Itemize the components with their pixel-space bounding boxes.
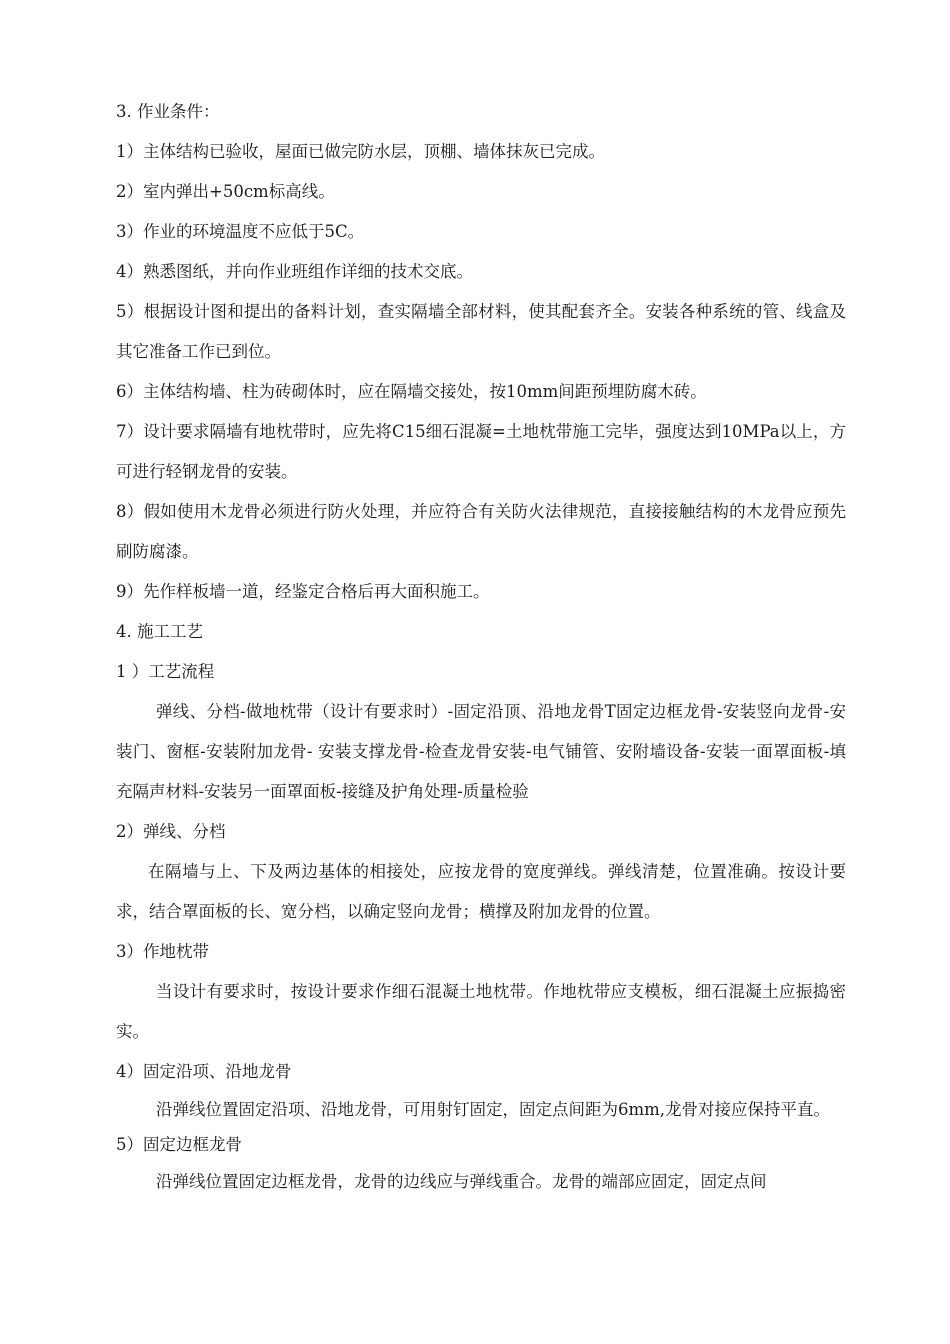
document-body (116, 92, 846, 1202)
paragraph: 5）根据设计图和提出的备料计划，查实隔墙全部材料，使其配套齐全。安装各种系统的管、线盒及其它准备工作已到位。 (116, 302, 846, 361)
paragraph: 在隔墙与上、下及两边基体的相接处，应按龙骨的宽度弹线。弹线清楚，位置准确。按设计要求，结合罩面板的长、宽分档，以确定竖向龙骨；横撑及附加龙骨的位置。 (116, 862, 846, 921)
paragraph: 当设计有要求时，按设计要求作细石混凝土地枕带。作地枕带应支模板，细石混凝土应振捣密实。 (116, 982, 846, 1041)
subheading: 5）固定边框龙骨 (116, 1135, 242, 1154)
subheading: 3）作地枕带 (116, 942, 209, 961)
subheading: 2）弹线、分档 (116, 822, 226, 841)
subheading: 4）固定沿项、沿地龙骨 (116, 1062, 292, 1081)
section-heading-construction-process: 4. 施工工艺 (116, 622, 203, 641)
paragraph: 8）假如使用木龙骨必须进行防火处理，并应符合有关防火法律规范，直接接触结构的木龙骨应预先刷防腐漆。 (116, 502, 846, 561)
paragraph: 7）设计要求隔墙有地枕带时，应先将C15细石混凝=土地枕带施工完毕，强度达到10MPa以上，方可进行轻钢龙骨的安装。 (116, 422, 846, 481)
paragraph: 2）室内弹出+50cm标高线。 (116, 182, 335, 201)
paragraph: 6）主体结构墙、柱为砖砌体时，应在隔墙交接处，按10mm间距预埋防腐木砖。 (116, 382, 707, 401)
subheading: 1 ）工艺流程 (116, 662, 215, 681)
paragraph: 沿弹线位置固定沿项、沿地龙骨，可用射钉固定，固定点间距为6mm,龙骨对接应保持平直。 (156, 1100, 831, 1119)
paragraph: 3）作业的环境温度不应低于5C。 (116, 222, 365, 241)
paragraph: 沿弹线位置固定边框龙骨，龙骨的边线应与弹线重合。龙骨的端部应固定，固定点间 (156, 1172, 767, 1191)
paragraph: 弹线、分档-做地枕带（设计有要求时）-固定沿顶、沿地龙骨T固定边框龙骨-安装竖向龙骨-安装门、窗框-安装附加龙骨- 安装支撑龙骨-检查龙骨安装-电气铺管、安附墙设备-安装一面罩面板-填充隔声材料-安装另一面罩面板-接缝及护角处理-质量检验 (116, 702, 846, 801)
paragraph: 1）主体结构已验收，屋面已做完防水层，顶棚、墙体抹灰已完成。 (116, 142, 605, 161)
section-heading-work-conditions: 3. 作业条件： (116, 102, 220, 121)
paragraph: 4）熟悉图纸，并向作业班组作详细的技术交底。 (116, 262, 473, 281)
paragraph: 9）先作样板墙一道，经鉴定合格后再大面积施工。 (116, 582, 490, 601)
